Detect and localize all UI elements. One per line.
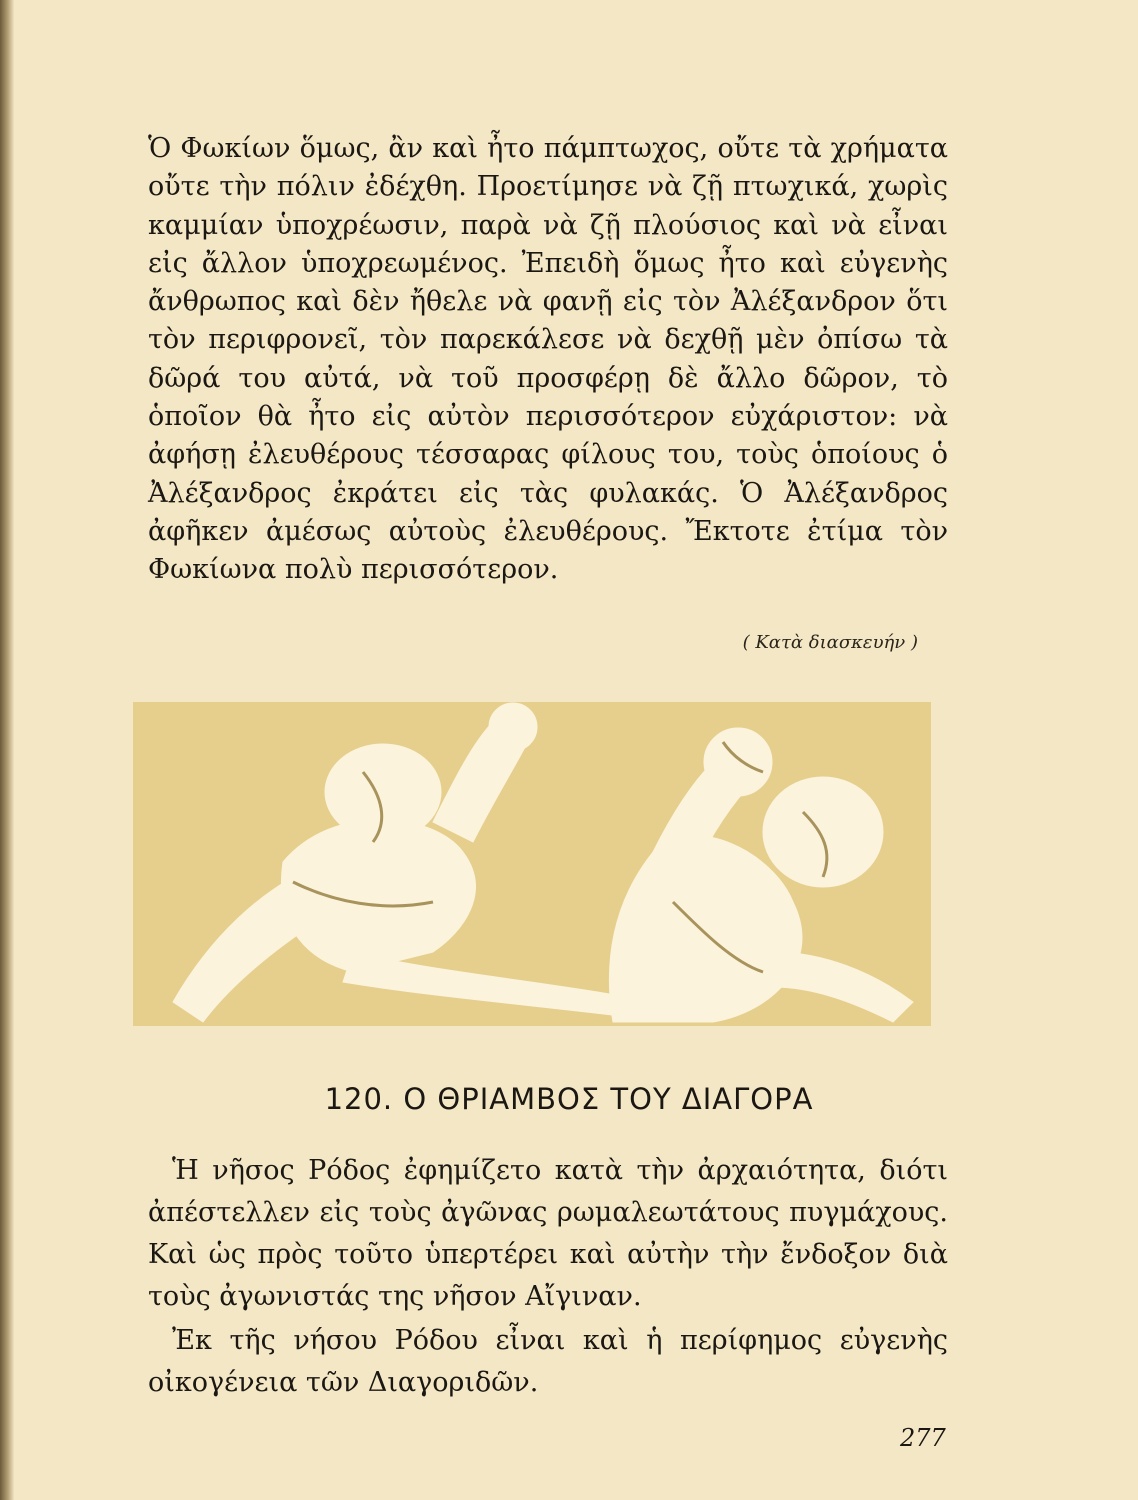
section-body — [148, 1150, 948, 1404]
paragraph-diagorids: Ἐκ τῆς νήσου Ρόδου εἶναι καὶ ἡ περίφημος εὐγενὴς οἰκογένεια τῶν Διαγοριδῶν. — [148, 1325, 948, 1398]
source-note: ( Κατὰ διασκευήν ) — [742, 632, 918, 653]
paragraph-phocion: Ὁ Φωκίων ὅμως, ἂν καὶ ἦτο πάμπτωχος, οὔτε τὰ χρήματα οὔτε τὴν πόλιν ἐδέχθη. Προετίμησε νὰ ζῇ πτωχικά, χωρὶς καμμίαν ὑποχρέωσιν, παρὰ νὰ ζῇ πλούσιος καὶ νὰ εἶναι εἰς ἄλλον ὑποχρεωμένος. Ἐπειδὴ ὅμως ἦτο καὶ εὐγενὴς ἄνθρωπος καὶ δὲν ἤθελε νὰ φανῇ εἰς τὸν Ἀλέξανδρον ὅτι τὸν περιφρονεῖ, τὸν παρεκάλεσε νὰ δεχθῇ μὲν ὀπίσω τὰ δῶρά του αὐτά, νὰ τοῦ προσφέρῃ δὲ ἄλλο δῶρον, τὸ ὁποῖον θὰ ἦτο εἰς αὐτὸν περισσότερον εὐχάριστον: νὰ ἀφήσῃ ἐλευθέρους τέσσαρας φίλους του, τοὺς ὁποίους ὁ Ἀλέξανδρος ἐκράτει εἰς τὰς φυλακάς. Ὁ Ἀλέξανδρος ἀφῆκεν ἀμέσως αὐτοὺς ἐλευθέρους. Ἔκτοτε ἐτίμα τὸν Φωκίωνα πολὺ περισσότερον. — [148, 133, 948, 586]
section-title: 120. Ο ΘΡΙΑΜΒΟΣ ΤΟΥ ΔΙΑΓΟΡΑ — [324, 1082, 814, 1116]
boxing-illustration — [133, 702, 931, 1026]
paragraph-rhodes: Ἡ νῆσος Ρόδος ἐφημίζετο κατὰ τὴν ἀρχαιότητα, διότι ἀπέστελλεν εἰς τοὺς ἀγῶνας ρωμαλεωτάτους πυγμάχους. Καὶ ὡς πρὸς τοῦτο ὑπερτέρει καὶ αὐτὴν τὴν ἔνδοξον διὰ τοὺς ἀγωνιστάς της νῆσον Αἴγιναν. — [148, 1155, 948, 1312]
page-binding-edge — [0, 0, 14, 1500]
page-number: 277 — [900, 1424, 946, 1452]
